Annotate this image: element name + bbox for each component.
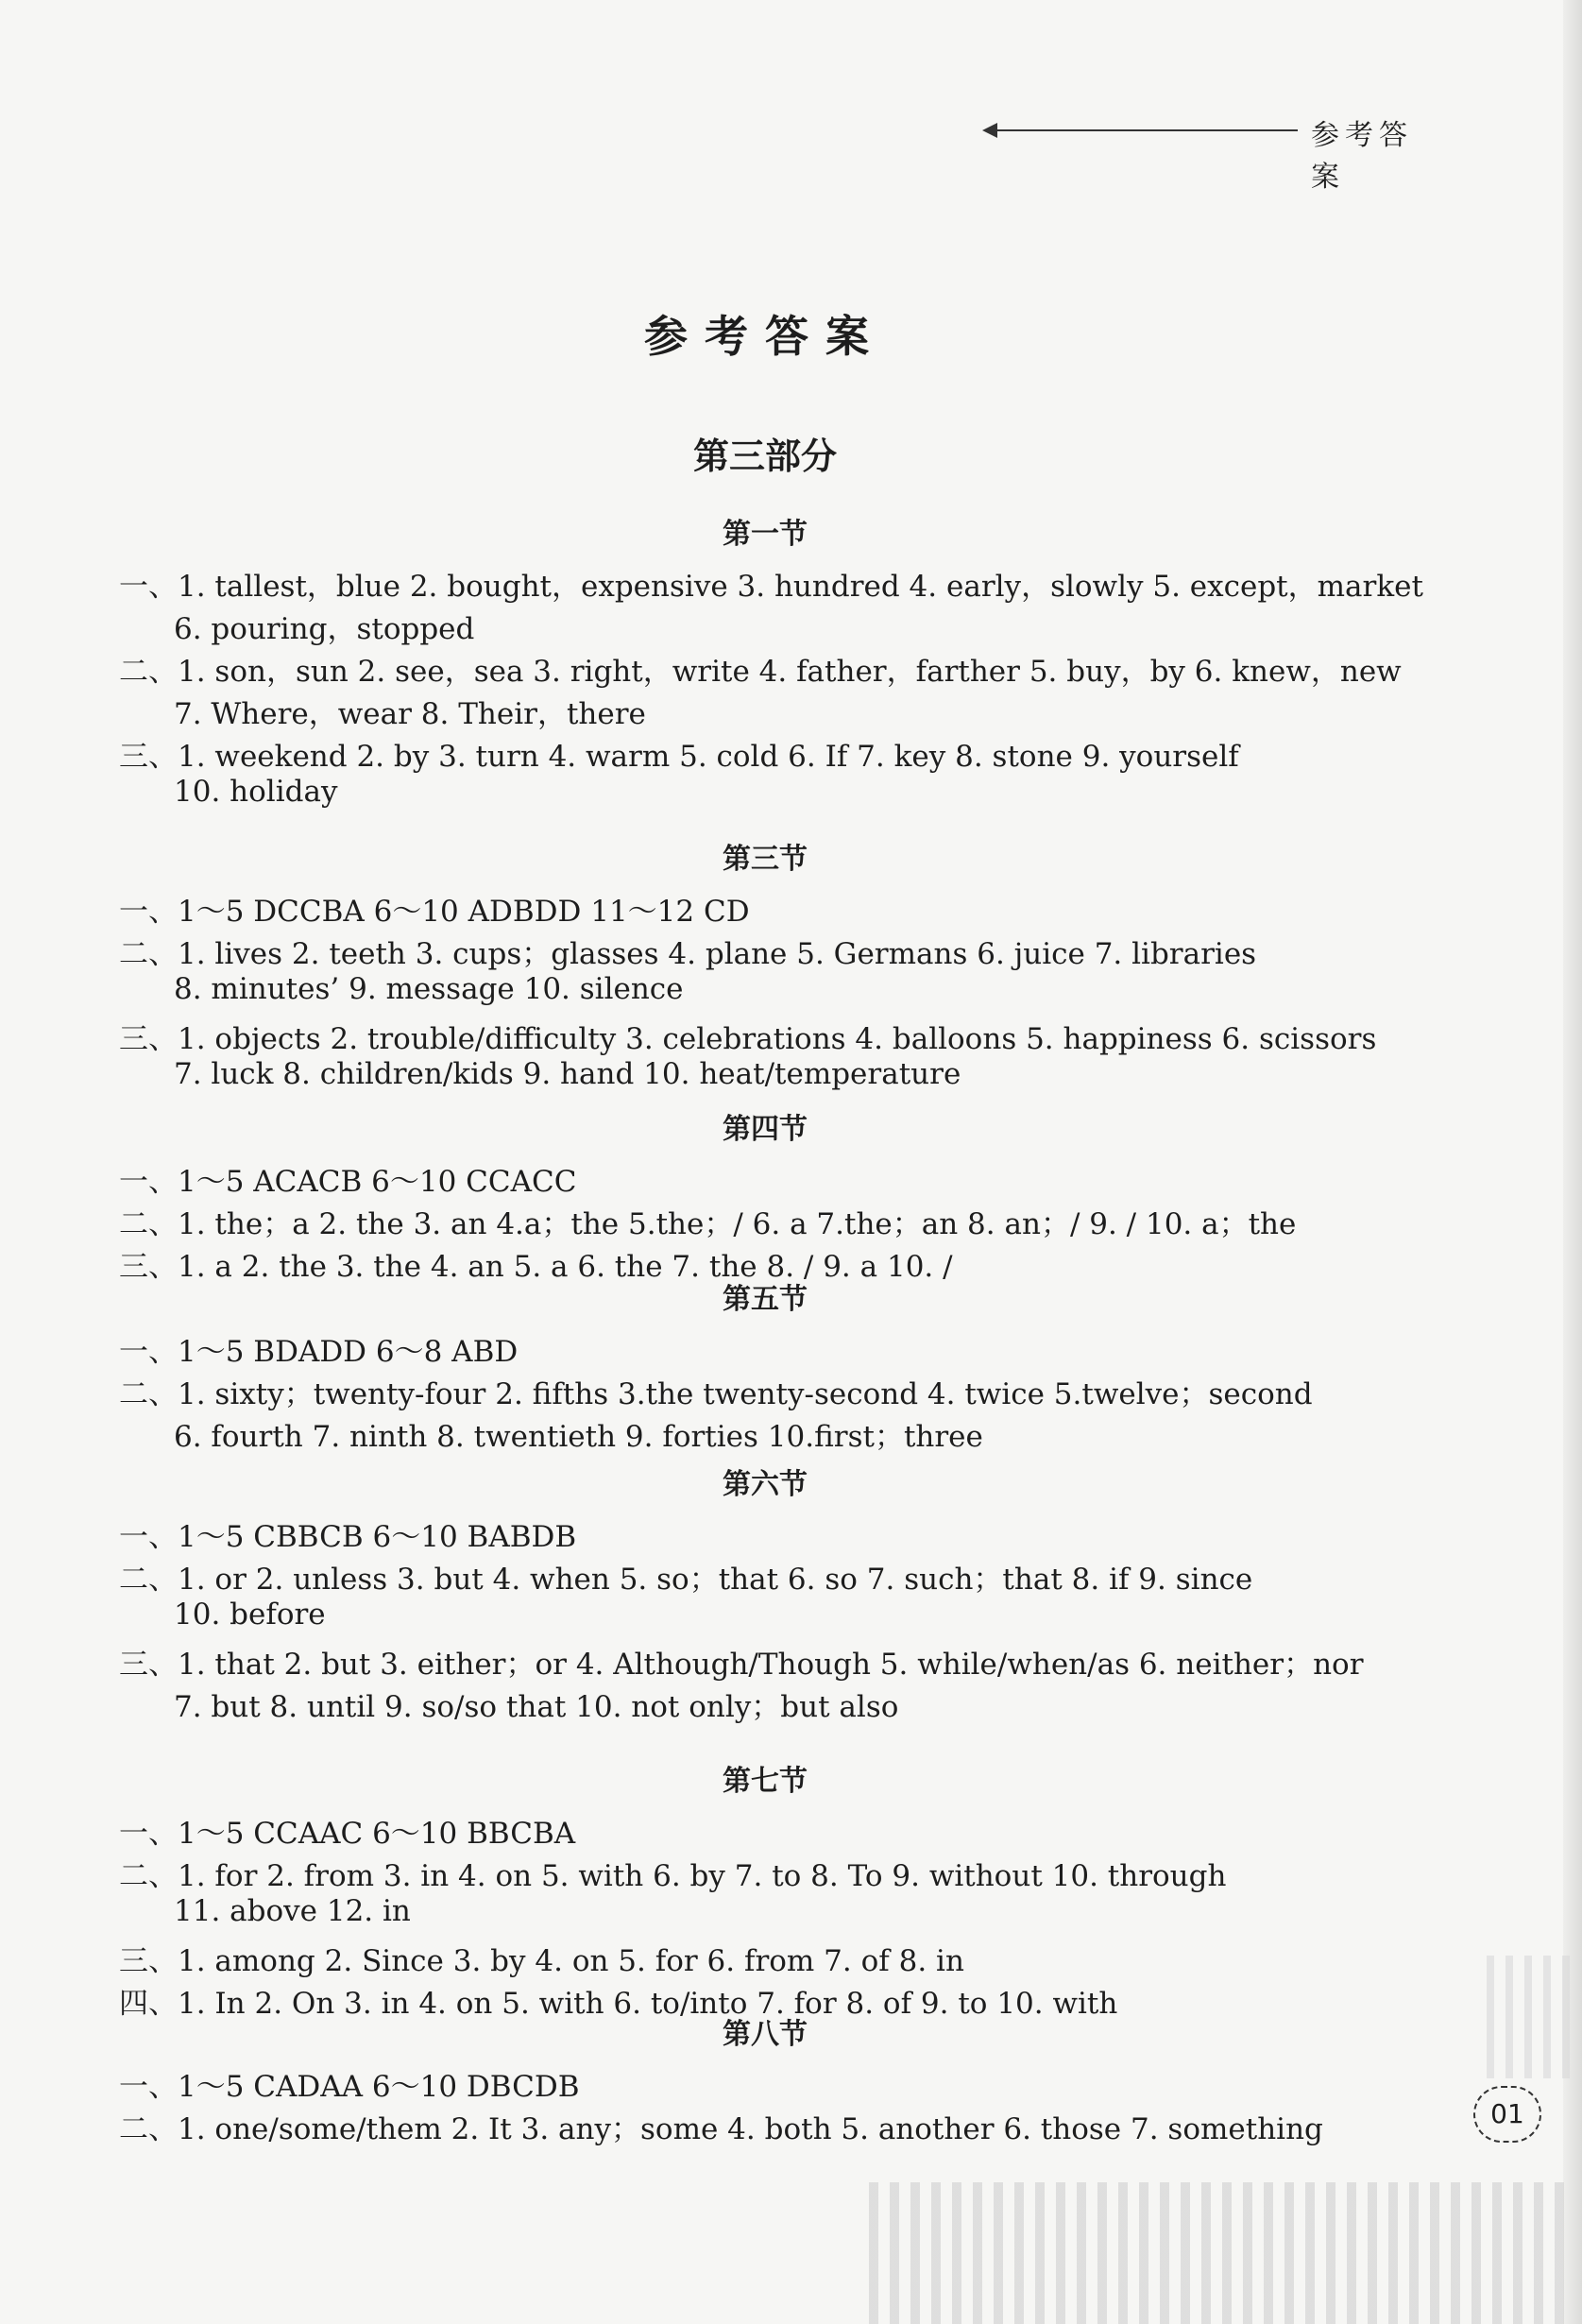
answer-line: 一、1～5 BDADD 6～8 ABD [119,1335,519,1369]
section-heading: 第四节 [723,1113,808,1146]
answer-line: 一、1～5 DCCBA 6～10 ADBDD 11～12 CD [119,895,750,929]
decorative-bars [869,2182,1568,2324]
header-rule [995,129,1298,131]
section-heading: 第七节 [723,1765,808,1798]
answer-line: 二、1. or 2. unless 3. but 4. when 5. so；that 6. so 7. such；that 8. if 9. since [119,1563,1253,1597]
answer-line: 三、1. a 2. the 3. the 4. an 5. a 6. the 7. the 8. / 9. a 10. / [119,1250,953,1284]
answer-line: 二、1. for 2. from 3. in 4. on 5. with 6. by 7. to 8. To 9. without 10. through [119,1859,1227,1893]
decorative-stripes [1487,1956,1572,2078]
answer-line-continued: 6. pouring，stopped [174,612,475,646]
running-title: 参考答案 [1311,119,1413,194]
section-heading: 第一节 [723,518,808,551]
answer-line-continued: 11. above 12. in [174,1894,411,1928]
answer-line: 一、1～5 CCAAC 6～10 BBCBA [119,1817,576,1851]
answer-line: 二、1. one/some/them 2. It 3. any；some 4. both 5. another 6. those 7. something [119,2112,1323,2146]
answer-line-continued: 7. luck 8. children/kids 9. hand 10. heat/temperature [174,1057,961,1091]
answer-line: 三、1. weekend 2. by 3. turn 4. warm 5. cold 6. If 7. key 8. stone 9. yourself [119,740,1239,774]
answer-line: 一、1～5 CBBCB 6～10 BABDB [119,1520,577,1554]
section-heading: 第五节 [723,1283,808,1316]
answer-line-continued: 8. minutes’ 9. message 10. silence [174,972,684,1006]
answer-line: 一、1. tallest，blue 2. bought，expensive 3. hundred 4. early，slowly 5. except，market [119,570,1423,604]
answer-line-continued: 7. Where，wear 8. Their，there [174,697,646,731]
answer-line: 二、1. the；a 2. the 3. an 4.a；the 5.the；/ 6. a 7.the；an 8. an；/ 9. / 10. a；the [119,1207,1297,1241]
answer-line: 三、1. objects 2. trouble/difficulty 3. celebrations 4. balloons 5. happiness 6. scissors [119,1022,1377,1056]
answer-line-continued: 10. holiday [174,775,338,809]
answer-line: 二、1. son，sun 2. see，sea 3. right，write 4. father，farther 5. buy，by 6. knew，new [119,655,1402,689]
answer-line: 三、1. among 2. Since 3. by 4. on 5. for 6. from 7. of 8. in [119,1944,964,1978]
answer-line: 三、1. that 2. but 3. either；or 4. Although/Though 5. while/when/as 6. neither；nor [119,1648,1364,1682]
running-header [982,111,1417,194]
page-title: 参考答案 [644,311,886,362]
answer-line: 二、1. lives 2. teeth 3. cups；glasses 4. plane 5. Germans 6. juice 7. libraries [119,937,1257,971]
answer-line: 四、1. In 2. On 3. in 4. on 5. with 6. to/into 7. for 8. of 9. to 10. with [119,1987,1118,2021]
section-heading: 第三节 [723,843,808,876]
answer-line: 一、1～5 ACACB 6～10 CCACC [119,1165,577,1199]
answer-line: 二、1. sixty；twenty-four 2. fifths 3.the twenty-second 4. twice 5.twelve；second [119,1377,1313,1411]
page-number: 01 [1473,2086,1541,2143]
section-heading: 第八节 [723,2018,808,2051]
answer-line-continued: 10. before [174,1598,326,1632]
part-title: 第三部分 [692,436,837,477]
answer-line: 一、1～5 CADAA 6～10 DBCDB [119,2070,580,2104]
section-heading: 第六节 [723,1468,808,1501]
answer-line-continued: 7. but 8. until 9. so/so that 10. not only；but also [174,1690,899,1724]
answer-line-continued: 6. fourth 7. ninth 8. twentieth 9. forties 10.first；three [174,1420,983,1454]
